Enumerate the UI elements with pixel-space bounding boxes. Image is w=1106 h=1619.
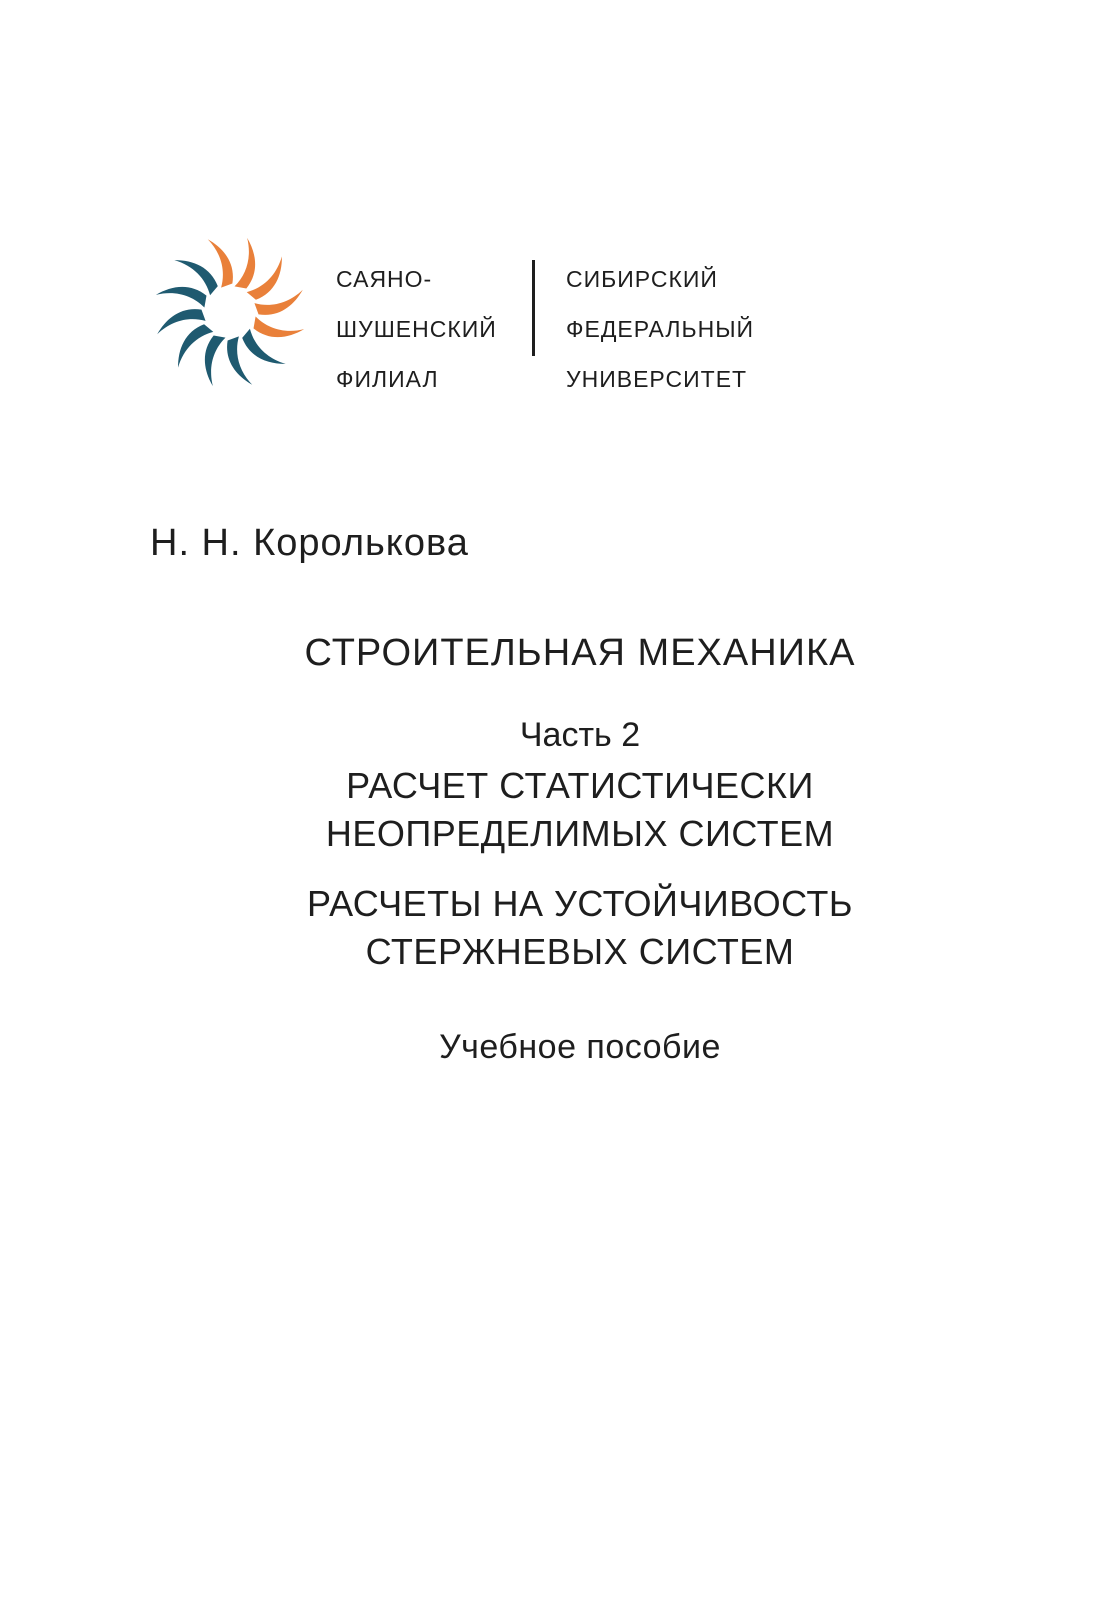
branch-name-line: ШУШЕНСКИЙ — [336, 316, 497, 342]
subtitle-line: СТЕРЖНЕВЫХ СИСТЕМ — [365, 931, 795, 972]
book-title: СТРОИТЕЛЬНАЯ МЕХАНИКА — [304, 632, 856, 674]
subtitle-part-2 — [307, 880, 853, 976]
logo-block — [150, 232, 790, 392]
branch-name-line: ФИЛИАЛ — [336, 366, 439, 392]
university-name-line: СИБИРСКИЙ — [566, 266, 718, 292]
logo-divider — [532, 260, 535, 356]
subtitle-line: РАСЧЕТЫ НА УСТОЙЧИВОСТЬ — [306, 883, 854, 924]
logo-blade — [155, 282, 207, 307]
subtitle-line: РАСЧЕТ СТАТИСТИЧЕСКИ — [346, 765, 814, 806]
university-name-line: ФЕДЕРАЛЬНЫЙ — [566, 316, 755, 342]
university-name-line: УНИВЕРСИТЕТ — [566, 366, 748, 392]
logo-blade — [200, 335, 225, 387]
branch-name-line: САЯНО- — [336, 266, 433, 292]
subtitle-line: НЕОПРЕДЕЛИМЫХ СИСТЕМ — [325, 813, 835, 854]
university-name — [566, 254, 754, 404]
logo-blade — [253, 317, 305, 342]
subtitle-part-1 — [326, 762, 834, 858]
logo-blade — [235, 237, 260, 289]
document-type: Учебное пособие — [439, 1028, 721, 1066]
branch-name — [336, 254, 497, 404]
author-name: Н. Н. Королькова — [150, 522, 469, 564]
sun-spiral-logo-icon — [150, 232, 310, 392]
part-label: Часть 2 — [519, 716, 641, 754]
